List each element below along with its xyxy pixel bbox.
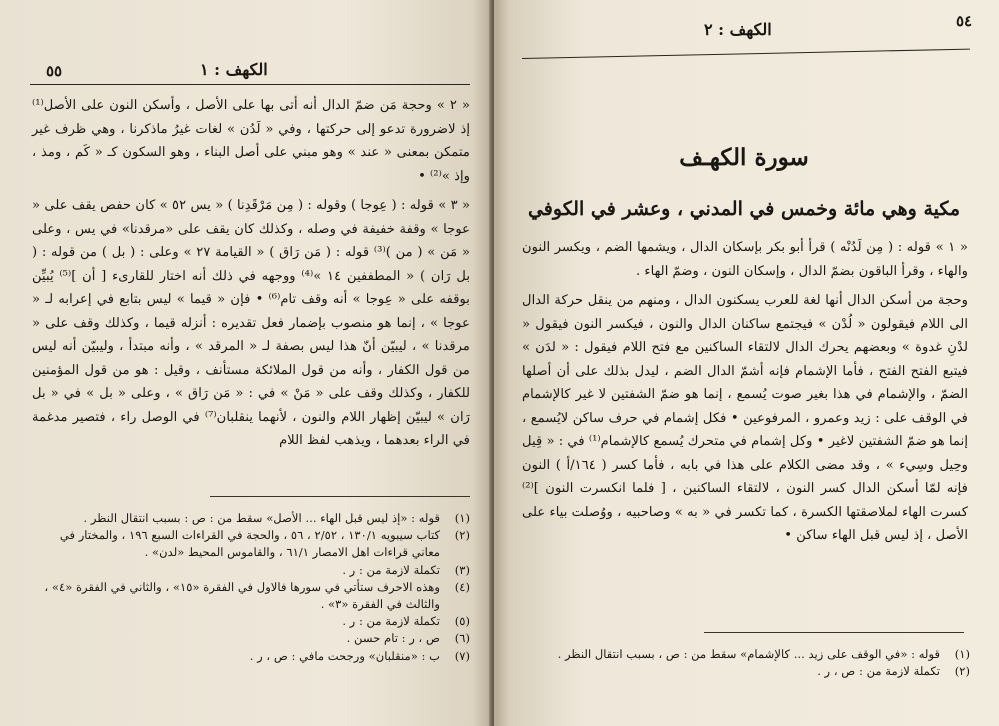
page-number-right: ٥٤ <box>956 12 973 30</box>
right-footnotes <box>520 646 970 680</box>
footnote-text: قوله : «إذ ليس قبل الهاء ... الأصل» سقط من : ص : بسبب انتقال النظر . <box>83 511 440 525</box>
footnote-text: تكملة لازمة من : ر . <box>342 562 440 577</box>
paragraph: « ١ » قوله : ( مِن لَدُنْه ) قرأ أبو بكر بإسكان الدال ، ويشمها الضم ، ويكسر النون والهاء ، وقرأ الباقون بضمّ الدال ، وإسكان النون ، وضمّ الهاء . <box>522 240 968 279</box>
footnote <box>30 527 470 561</box>
footnote-number: (٥) <box>454 614 470 629</box>
header-rule-left <box>30 84 470 85</box>
footnote <box>30 562 470 579</box>
footnote <box>520 646 970 663</box>
paragraph: « ٣ » قوله : ( عِوجا ) وقوله : ( مِن مَرْقَدِنا ) « يس ٥٢ » كان حفص يقف على « عوجا » وقفة خفيفة في وصله ، وكذلك كان يقف على «مرقدنا» في يس ، وعلى « مَن » ( من )⁽³⁾ قوله : ( مَن رَاق ) « القيامة ٢٧ » وعلى : ( بل ) من قوله : ( بل رَان ) « المطففين ١٤ »⁽⁴⁾ ووجهه في ذلك أنه اختار للقارىء [ أن ]⁽⁵⁾ يُبيِّن بوقفه على « عِوجا » أنه وقف تام⁽⁶⁾ • فإن « قيما » ليس بتابع في إعرابه لـ « عوجا » ، إنما هو منصوب بإضمار فعل تقديره : أنزله قيما ، وكذلك وقف على « مرقدنا » ، ليبيّن أنّ هذا ليس بصفة لـ « المرقد » ، وأنه مبتدأ ، وليبيّن أنه ليس من قول الكفار ، وأنه من قول الملائكة مستأنف ، وقيل : هو من قول المؤمنين للكفار ، وكذلك وقف على « مَنْ » في : « مَن رَاق » ، وعلى « بل » في « بل رَان » ليبيّن إظهار اللام والنون ، لأنهما ينقلبان⁽⁷⁾ في الوصل راء ، فتصير مدغمة في الراء بعدهما ، ويذهب لفظ اللام <box>32 198 471 448</box>
footnote-number: (١) <box>454 511 470 525</box>
footnote-number: (٧) <box>454 648 470 663</box>
footnote <box>30 630 470 647</box>
footnote-number: (٦) <box>454 631 470 646</box>
footnote <box>30 648 470 665</box>
footnote-number: (٤) <box>454 579 470 594</box>
right-main-text <box>522 236 968 554</box>
running-header-right: الكهف : ٢ <box>704 20 772 39</box>
footnote-text: تكملة لازمة من : ص ، ر . <box>817 664 940 679</box>
surah-title: سورة الكهـف <box>679 144 809 171</box>
footnote-text: كتاب سيبويه ١٣٠/١ ، ٢/٥٢ ، ٥٦ ، والحجة في القراءات السبع ١٩٦ ، والمختار في معاني قراءات اهل الامصار ٦١/١ ، والقاموس المحيط «لدن» . <box>59 528 440 560</box>
footnote-text: ص ، ر : تام حسن . <box>346 631 440 646</box>
footnote-number: (٢) <box>954 664 970 679</box>
footnote-text: وهذه الاحرف ستأتي في سورها فالاول في الفقرة «١٥» ، والثاني في الفقرة «٤» ، والثالث في الفقرة «٣» . <box>44 579 440 612</box>
running-header-left: الكهف : ١ <box>200 60 268 79</box>
footnote <box>30 613 470 630</box>
surah-subtitle: مكية وهي مائة وخمس في المدني ، وعشر في الكوفي <box>527 198 961 220</box>
footnote-number: (٢) <box>454 528 470 543</box>
right-page <box>494 0 999 726</box>
page-number-left: ٥٥ <box>46 62 63 80</box>
left-main-text <box>32 94 470 459</box>
footnote <box>520 663 970 680</box>
footnote-text: قوله : «في الوقف على زيد ... كالإشمام» سقط من : ص ، بسبب انتقال النظر . <box>557 647 940 661</box>
footnote-text: ب : «منقلبان» ورجحت مافي : ص ، ر . <box>249 648 440 663</box>
footnote <box>30 510 470 527</box>
footnote-number: (٣) <box>454 562 470 577</box>
footnote-text: تكملة لازمة من : ر . <box>342 614 440 629</box>
paragraph: وحجة من أسكن الدال أنها لغة للعرب يسكنون الدال ، ومنهم من ينقل حركة الدال الى اللام فيقولون « لُدْن » فيجتمع ساكنان الدال والنون ، فيكسر النون فيقول « لدْنِ غدوة » وبعضهم يحرك الدال لالتقاء الساكنين مع فتح اللام فيقول : « لدَن » فيتبع الفتح الفتح ، فأما الإشمام فإنه أشمّ الدال الضم ، ليدل بذلك على أن أصلها الضمّ ، والإشمام في هذا بغير صوت يُسمع ، إنما هو ضمّ الشفتين لا غير كالإشمام في الوقف على : زيد وعمرو ، المرفوعين • فكل إشمام في حرف ساكن لايُسمع ، إنما هو ضمّ الشفتين لاغير • وكل إشمام في متحرك يُسمع كالإشمام⁽¹⁾ في : « قِيل وحِيل وسِيء » ، وقد مضى الكلام على هذا في بابه ، فأما كسر ( ١٦٤/أ ) النون فإنه لمّا أسكن الدال كسر النون ، لالتقاء الساكنين ، [ فلما انكسرت النون ]⁽²⁾ كسرت الهاء لملاصقتها الكسرة ، كما تكسر في « به » وصاحبيه ، ووُصلت بياء على الأصل ، إذ ليس قبل الهاء ساكن • <box>522 293 968 543</box>
footnote-separator-left <box>210 496 470 497</box>
left-footnotes <box>30 510 470 665</box>
footnote-separator-right <box>704 632 964 633</box>
footnote-number: (١) <box>954 647 970 661</box>
paragraph: « ٢ » وحجة مَن ضمّ الدال أنه أتى بها على الأصل ، وأسكن النون على الأصل⁽¹⁾ إذ لاضرورة تدعو إلى حركتها ، وفي « لَدُن » لغات غيرُ ماذكرنا ، وهي ظرف غير متمكن بمعنى « عند » وهو مبني على أصل البناء ، وهو السكون كـ « كَم ، ومذ ، وإذ »⁽²⁾ • <box>32 98 470 184</box>
footnote <box>30 579 470 613</box>
left-page <box>0 0 492 726</box>
header-rule-right <box>522 49 970 59</box>
